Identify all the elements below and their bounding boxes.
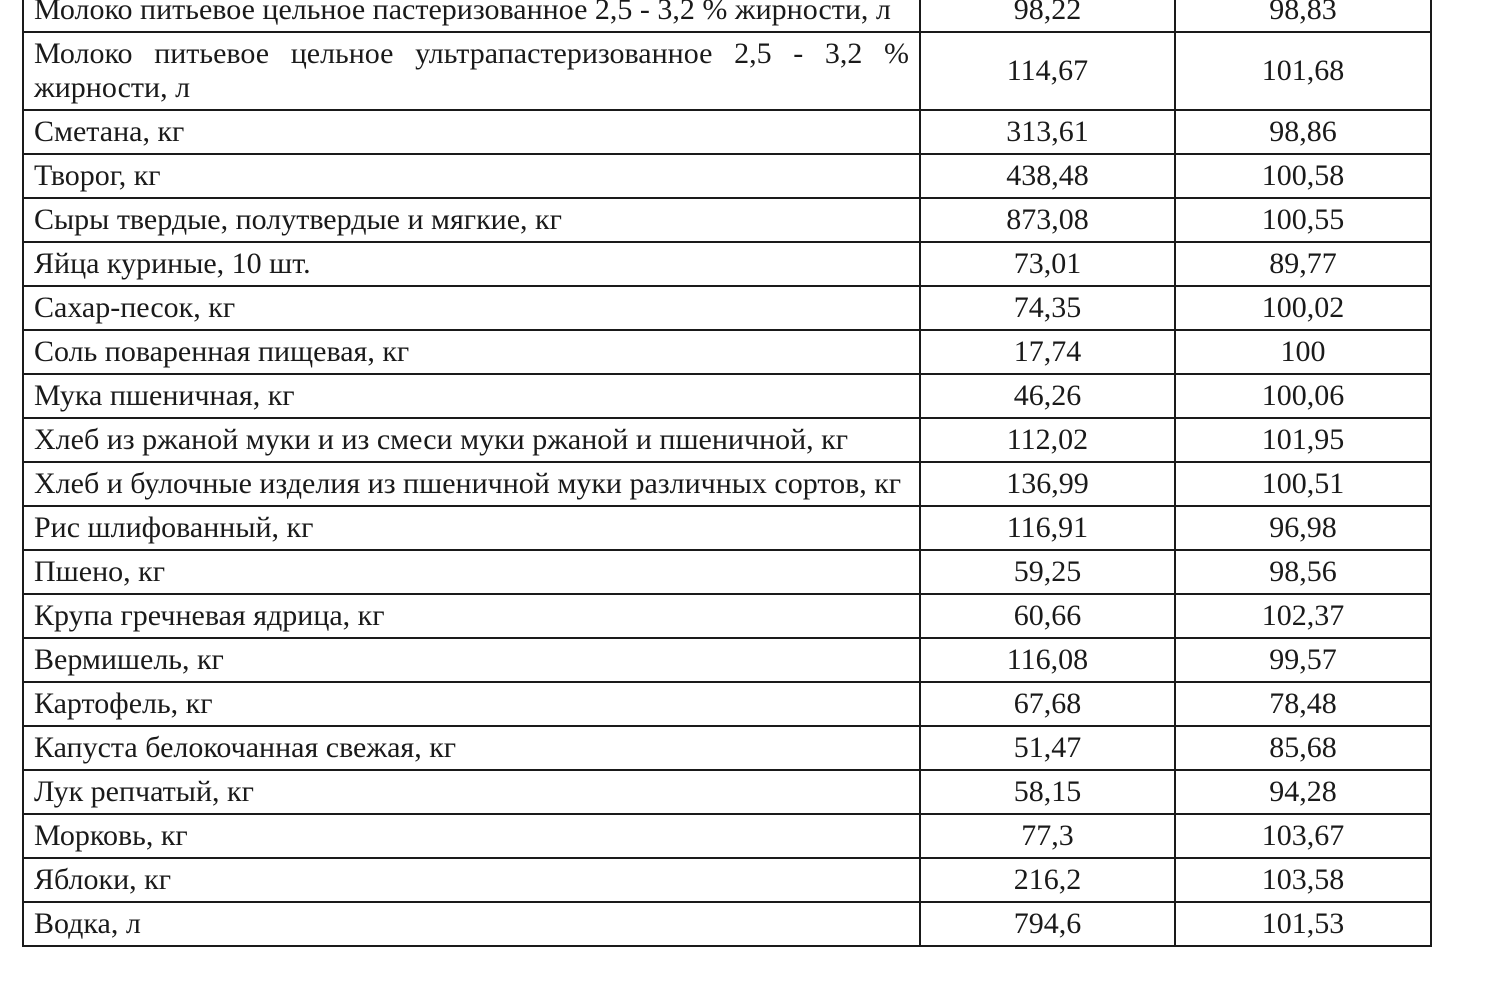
- product-name-cell: Мука пшеничная, кг: [23, 374, 920, 418]
- table-row: [23, 374, 1431, 418]
- price-cell: 59,25: [920, 550, 1175, 594]
- index-cell: 101,95: [1175, 418, 1431, 462]
- product-name-cell: Творог, кг: [23, 154, 920, 198]
- table-row: [23, 418, 1431, 462]
- product-name-cell: Водка, л: [23, 902, 920, 946]
- table-row: [23, 462, 1431, 506]
- index-cell: 100,55: [1175, 198, 1431, 242]
- product-name-cell: Крупа гречневая ядрица, кг: [23, 594, 920, 638]
- product-name-cell: Пшено, кг: [23, 550, 920, 594]
- index-cell: 100,58: [1175, 154, 1431, 198]
- product-name-cell: Хлеб и булочные изделия из пшеничной муки различных сортов, кг: [23, 462, 920, 506]
- index-cell: 78,48: [1175, 682, 1431, 726]
- index-cell: 100,02: [1175, 286, 1431, 330]
- price-cell: 116,08: [920, 638, 1175, 682]
- index-cell: 100: [1175, 330, 1431, 374]
- product-name-cell: Картофель, кг: [23, 682, 920, 726]
- index-cell: 96,98: [1175, 506, 1431, 550]
- price-cell: 313,61: [920, 110, 1175, 154]
- index-cell: 101,68: [1175, 32, 1431, 110]
- table-row: [23, 902, 1431, 946]
- index-cell: 99,57: [1175, 638, 1431, 682]
- price-cell: 74,35: [920, 286, 1175, 330]
- product-name-cell: Рис шлифованный, кг: [23, 506, 920, 550]
- index-cell: 94,28: [1175, 770, 1431, 814]
- index-cell: 103,67: [1175, 814, 1431, 858]
- product-name-cell: Яйца куриные, 10 шт.: [23, 242, 920, 286]
- product-name-cell: Сахар-песок, кг: [23, 286, 920, 330]
- table-row: [23, 594, 1431, 638]
- table-row: [23, 32, 1431, 110]
- index-cell: 85,68: [1175, 726, 1431, 770]
- product-name-cell: Молоко питьевое цельное пастеризованное 2,5 - 3,2 % жирности, л: [23, 0, 920, 32]
- price-table-container: [22, 0, 1430, 947]
- index-cell: 98,56: [1175, 550, 1431, 594]
- price-cell: 60,66: [920, 594, 1175, 638]
- table-row: [23, 726, 1431, 770]
- index-cell: 98,83: [1175, 0, 1431, 32]
- product-name-cell: Сыры твердые, полутвердые и мягкие, кг: [23, 198, 920, 242]
- table-row: [23, 0, 1431, 32]
- index-cell: 98,86: [1175, 110, 1431, 154]
- table-row: [23, 550, 1431, 594]
- price-cell: 73,01: [920, 242, 1175, 286]
- table-row: [23, 198, 1431, 242]
- price-cell: 116,91: [920, 506, 1175, 550]
- table-row: [23, 638, 1431, 682]
- product-name-cell: Хлеб из ржаной муки и из смеси муки ржаной и пшеничной, кг: [23, 418, 920, 462]
- product-name-cell: Яблоки, кг: [23, 858, 920, 902]
- table-row: [23, 770, 1431, 814]
- index-cell: 100,51: [1175, 462, 1431, 506]
- product-name-cell: Молоко питьевое цельное ультрапастеризованное 2,5 - 3,2 % жирности, л: [23, 32, 920, 110]
- price-cell: 794,6: [920, 902, 1175, 946]
- index-cell: 103,58: [1175, 858, 1431, 902]
- table-row: [23, 154, 1431, 198]
- index-cell: 89,77: [1175, 242, 1431, 286]
- price-cell: 51,47: [920, 726, 1175, 770]
- price-cell: 46,26: [920, 374, 1175, 418]
- price-cell: 873,08: [920, 198, 1175, 242]
- product-name-cell: Капуста белокочанная свежая, кг: [23, 726, 920, 770]
- price-table-body: [23, 0, 1431, 946]
- table-row: [23, 242, 1431, 286]
- table-row: [23, 506, 1431, 550]
- product-name-cell: Соль поваренная пищевая, кг: [23, 330, 920, 374]
- index-cell: 100,06: [1175, 374, 1431, 418]
- index-cell: 102,37: [1175, 594, 1431, 638]
- price-cell: 438,48: [920, 154, 1175, 198]
- price-cell: 17,74: [920, 330, 1175, 374]
- index-cell: 101,53: [1175, 902, 1431, 946]
- price-cell: 77,3: [920, 814, 1175, 858]
- price-cell: 58,15: [920, 770, 1175, 814]
- table-row: [23, 814, 1431, 858]
- table-row: [23, 858, 1431, 902]
- product-name-cell: Морковь, кг: [23, 814, 920, 858]
- price-table: [22, 0, 1432, 947]
- table-row: [23, 286, 1431, 330]
- table-row: [23, 110, 1431, 154]
- table-row: [23, 330, 1431, 374]
- price-cell: 216,2: [920, 858, 1175, 902]
- price-cell: 114,67: [920, 32, 1175, 110]
- price-cell: 67,68: [920, 682, 1175, 726]
- price-cell: 112,02: [920, 418, 1175, 462]
- product-name-cell: Вермишель, кг: [23, 638, 920, 682]
- table-row: [23, 682, 1431, 726]
- price-cell: 136,99: [920, 462, 1175, 506]
- price-cell: 98,22: [920, 0, 1175, 32]
- product-name-cell: Сметана, кг: [23, 110, 920, 154]
- product-name-cell: Лук репчатый, кг: [23, 770, 920, 814]
